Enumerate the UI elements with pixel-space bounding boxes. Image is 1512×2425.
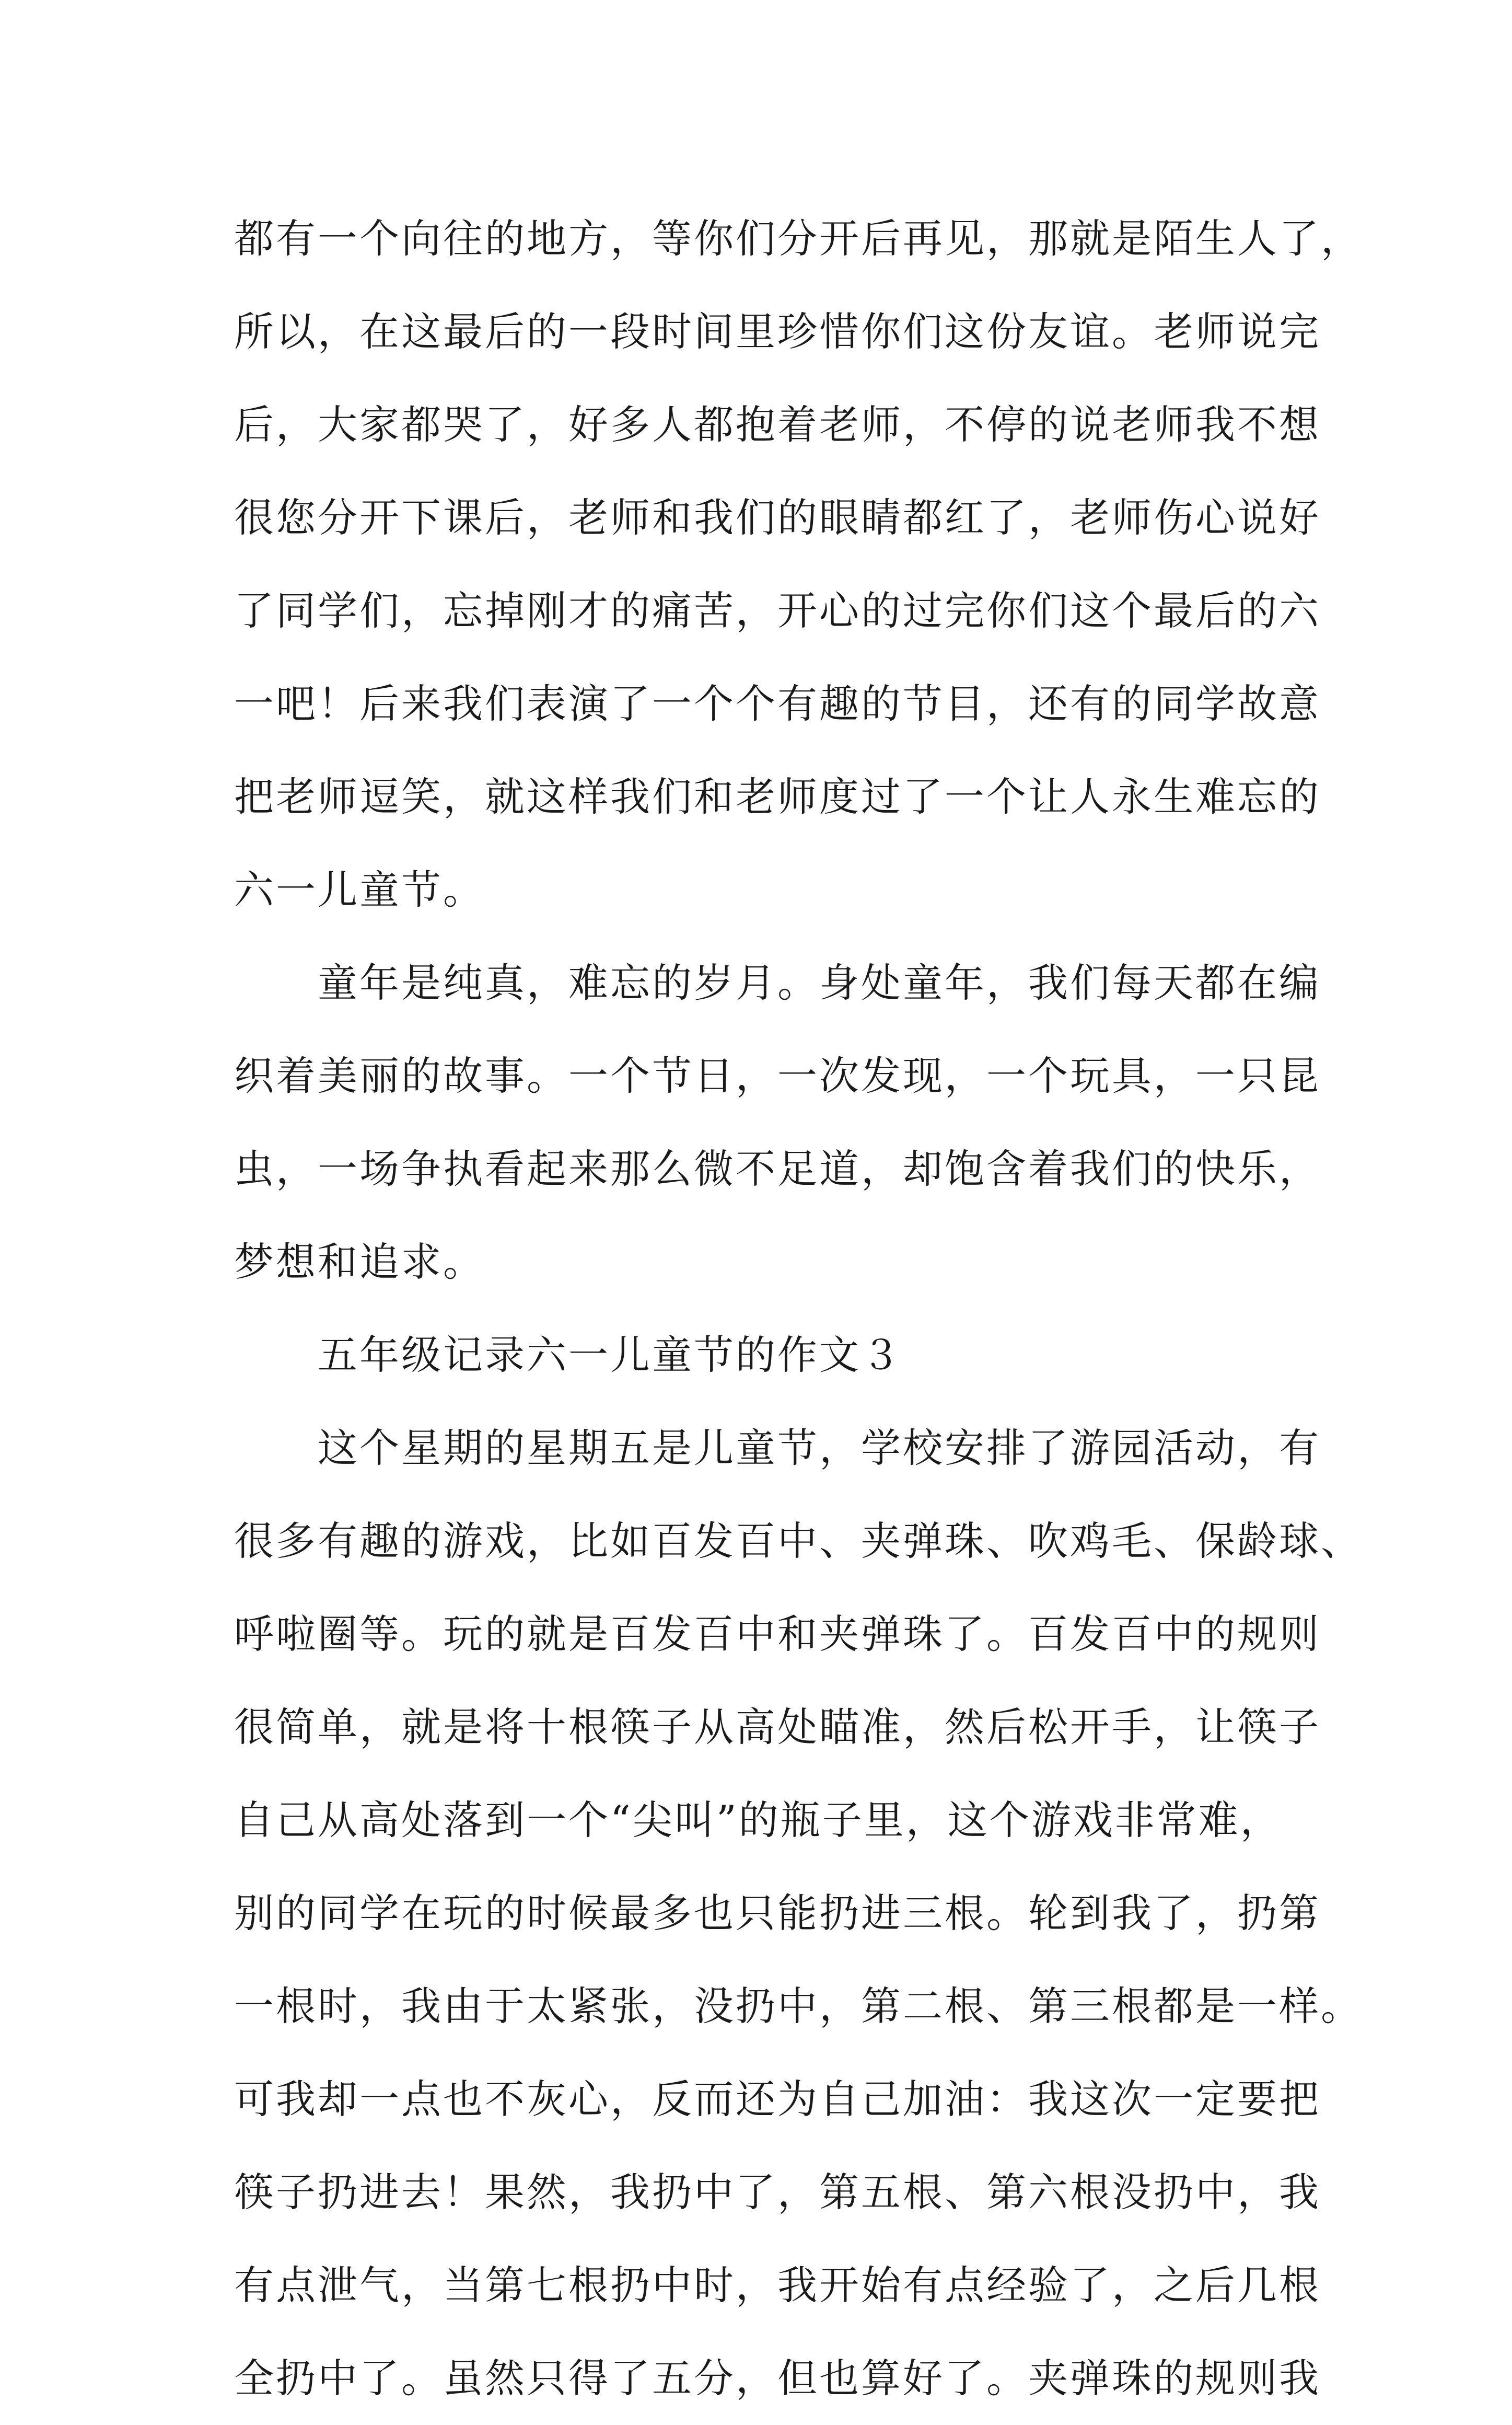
text-line: 很简单，就是将十根筷子从高处瞄准，然后松开手，让筷子 [234,1704,1321,1750]
text-line: 可我却一点也不灰心，反而还为自己加油：我这次一定要把 [234,2076,1321,2122]
text-line: 把老师逗笑，就这样我们和老师度过了一个让人永生难忘的 [234,773,1321,820]
text-line: 梦想和追求。 [234,1239,485,1285]
text-line: 很多有趣的游戏，比如百发百中、夹弹珠、吹鸡毛、保龄球、 [234,1518,1363,1564]
text-line: 虫，一场争执看起来那么微不足道，却饱含着我们的快乐， [234,1146,1321,1192]
text-line: 六一儿童节。 [234,867,485,913]
text-line: 了同学们，忘掉刚才的痛苦，开心的过完你们这个最后的六 [234,587,1321,634]
document-body [234,192,1363,2425]
text-line: 童年是纯真，难忘的岁月。身处童年，我们每天都在编 [234,960,1321,1006]
text-line: 很您分开下课后，老师和我们的眼睛都红了，老师伤心说好 [234,494,1321,541]
text-line: 别的同学在玩的时候最多也只能扔进三根。轮到我了，扔第 [234,1890,1321,1936]
text-line: 所以，在这最后的一段时间里珍惜你们这份友谊。老师说完 [234,308,1321,355]
text-line: 后，大家都哭了，好多人都抱着老师，不停的说老师我不想 [234,401,1321,448]
text-line: 一吧！后来我们表演了一个个有趣的节目，还有的同学故意 [234,680,1321,727]
text-line: 这个星期的星期五是儿童节，学校安排了游园活动，有 [234,1425,1321,1471]
section-heading: 五年级记录六一儿童节的作文３ [234,1332,903,1378]
text-line: 一根时，我由于太紧张，没扔中，第二根、第三根都是一样。 [234,1983,1363,2029]
text-line: 有点泄气，当第七根扔中时，我开始有点经验了，之后几根 [234,2262,1321,2308]
text-line: 自己从高处落到一个“尖叫”的瓶子里，这个游戏非常难， [234,1797,1282,1843]
text-line: 都有一个向往的地方，等你们分开后再见，那就是陌生人了， [234,215,1363,262]
text-line: 织着美丽的故事。一个节日，一次发现，一个玩具，一只昆 [234,1053,1321,1099]
text-line: 全扔中了。虽然只得了五分，但也算好了。夹弹珠的规则我 [234,2355,1321,2401]
text-line: 呼啦圈等。玩的就是百发百中和夹弹珠了。百发百中的规则 [234,1611,1321,1657]
text-line: 筷子扔进去！果然，我扔中了，第五根、第六根没扔中，我 [234,2169,1321,2215]
